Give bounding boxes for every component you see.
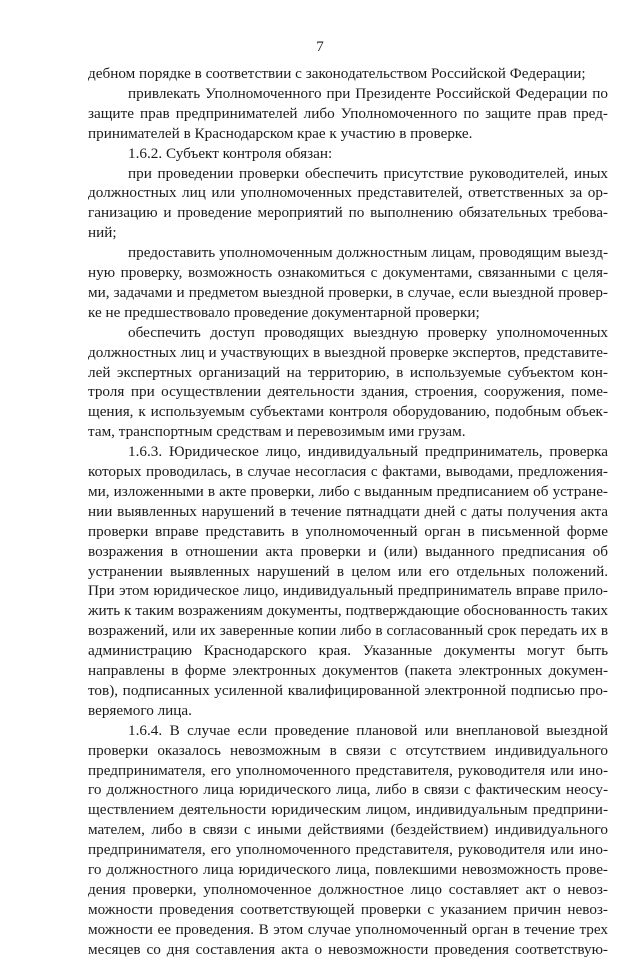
text-line: можности проведения соответствующей проверки с указанием причин невоз- <box>88 900 608 918</box>
text-line: которых проводилась, в случае несогласия с фактами, выводами, предложения- <box>88 463 608 480</box>
text-line: предпринимателя, его уполномоченного представителя, руководителя или ино- <box>88 761 608 779</box>
text-line: принимателей в Краснодарском крае к участию в проверке. <box>88 124 473 142</box>
text-line: там, транспортным средствам и перевозимым ими грузам. <box>88 423 466 441</box>
text-line: 1.6.3. Юридическое лицо, индивидуальный предприниматель, проверка <box>128 443 608 461</box>
text-line: направлены в форме электронных документов (пакета электронных докумен- <box>88 662 608 679</box>
text-line: должностных лиц или уполномоченных представителей, ответственных за ор- <box>88 184 608 202</box>
text-line: лей экспертных организаций на территорию, в используемые субъектом кон- <box>88 363 608 381</box>
text-line: щения, к используемым субъектами контроля оборудованию, подобным объек- <box>88 403 608 421</box>
page-number: 7 <box>316 39 324 55</box>
text-line: проверки оказалось невозможным в связи с отсутствием индивидуального <box>88 741 608 759</box>
text-line: предоставить уполномоченным должностным лицам, проводящим выезд- <box>128 244 608 262</box>
text-line: привлекать Уполномоченного при Президенте Российской Федерации по <box>128 84 608 102</box>
text-line: дения проверки, уполномоченное должностное лицо составляет акт о невоз- <box>88 880 608 898</box>
text-line: защите прав предпринимателей либо Уполномоченного по защите прав пред- <box>88 104 608 122</box>
text-line: обеспечить доступ проводящих выездную проверку уполномоченных <box>128 323 608 341</box>
text-line: При этом юридическое лицо, индивидуальный предприниматель вправе прило- <box>88 582 608 600</box>
text-line: ний; <box>88 224 117 242</box>
text-line: администрацию Краснодарского края. Указанные документы могут быть <box>88 642 608 660</box>
text-line: ми, задачами и предметом выездной проверки, в случае, если выездной провер- <box>88 283 608 301</box>
text-line: нии выявленных нарушений в течение пятнадцати дней с даты получения акта <box>88 502 608 520</box>
text-line: мателем, либо в связи с иными действиями (бездействием) индивидуального <box>88 821 608 839</box>
text-line: возражений, или их заверенные копии либо в согласованный срок передать их в <box>88 622 608 640</box>
text-line: должностных лиц и участвующих в выездной проверке экспертов, представите- <box>88 343 608 361</box>
text-line: го должностного лица юридического лица, либо в связи с фактическим неосу- <box>88 781 608 799</box>
text-line: ми, изложенными в акте проверки, либо с выданным предписанием об устране- <box>88 482 608 500</box>
text-line: жить к таким возражениям документы, подтверждающие обоснованность таких <box>88 602 608 620</box>
text-line: 1.6.2. Субъект контроля обязан: <box>128 144 333 162</box>
text-line: ганизацию и проведение мероприятий по выполнению обязательных требова- <box>88 204 608 222</box>
text-line: ществлением деятельности юридическим лицом, индивидуальным предприни- <box>88 801 608 819</box>
text-line: возражения в отношении акта проверки и (или) выданного предписания об <box>88 542 608 560</box>
text-line: можности ее проведения. В этом случае уполномоченный орган в течение трех <box>88 920 608 938</box>
text-line: предпринимателя, его уполномоченного представителя, руководителя или ино- <box>88 841 608 859</box>
text-line: 1.6.4. В случае если проведение плановой или внеплановой выездной <box>128 721 608 739</box>
text-line: месяцев со дня составления акта о невозможности проведения соответствую- <box>88 940 608 958</box>
text-line: при проведении проверки обеспечить присутствие руководителей, иных <box>128 164 608 182</box>
text-line: го должностного лица юридического лица, повлекшими невозможность прове- <box>88 861 608 878</box>
text-line: троля при осуществлении деятельности здания, строения, сооружения, поме- <box>88 383 608 401</box>
text-line: ную проверку, возможность ознакомиться с документами, связанными с целя- <box>88 264 608 281</box>
text-line: дебном порядке в соответствии с законодательством Российской Федерации; <box>88 65 586 82</box>
text-line: устранении выявленных нарушений в целом или его отдельных положений. <box>88 562 608 580</box>
text-line: ке не предшествовало проведение документарной проверки; <box>88 303 480 321</box>
text-line: проверки вправе представить в уполномоченный орган в письменной форме <box>88 522 608 540</box>
text-line: тов), подписанных усиленной квалифицированной электронной подписью про- <box>88 681 608 699</box>
text-line: веряемого лица. <box>88 701 192 719</box>
